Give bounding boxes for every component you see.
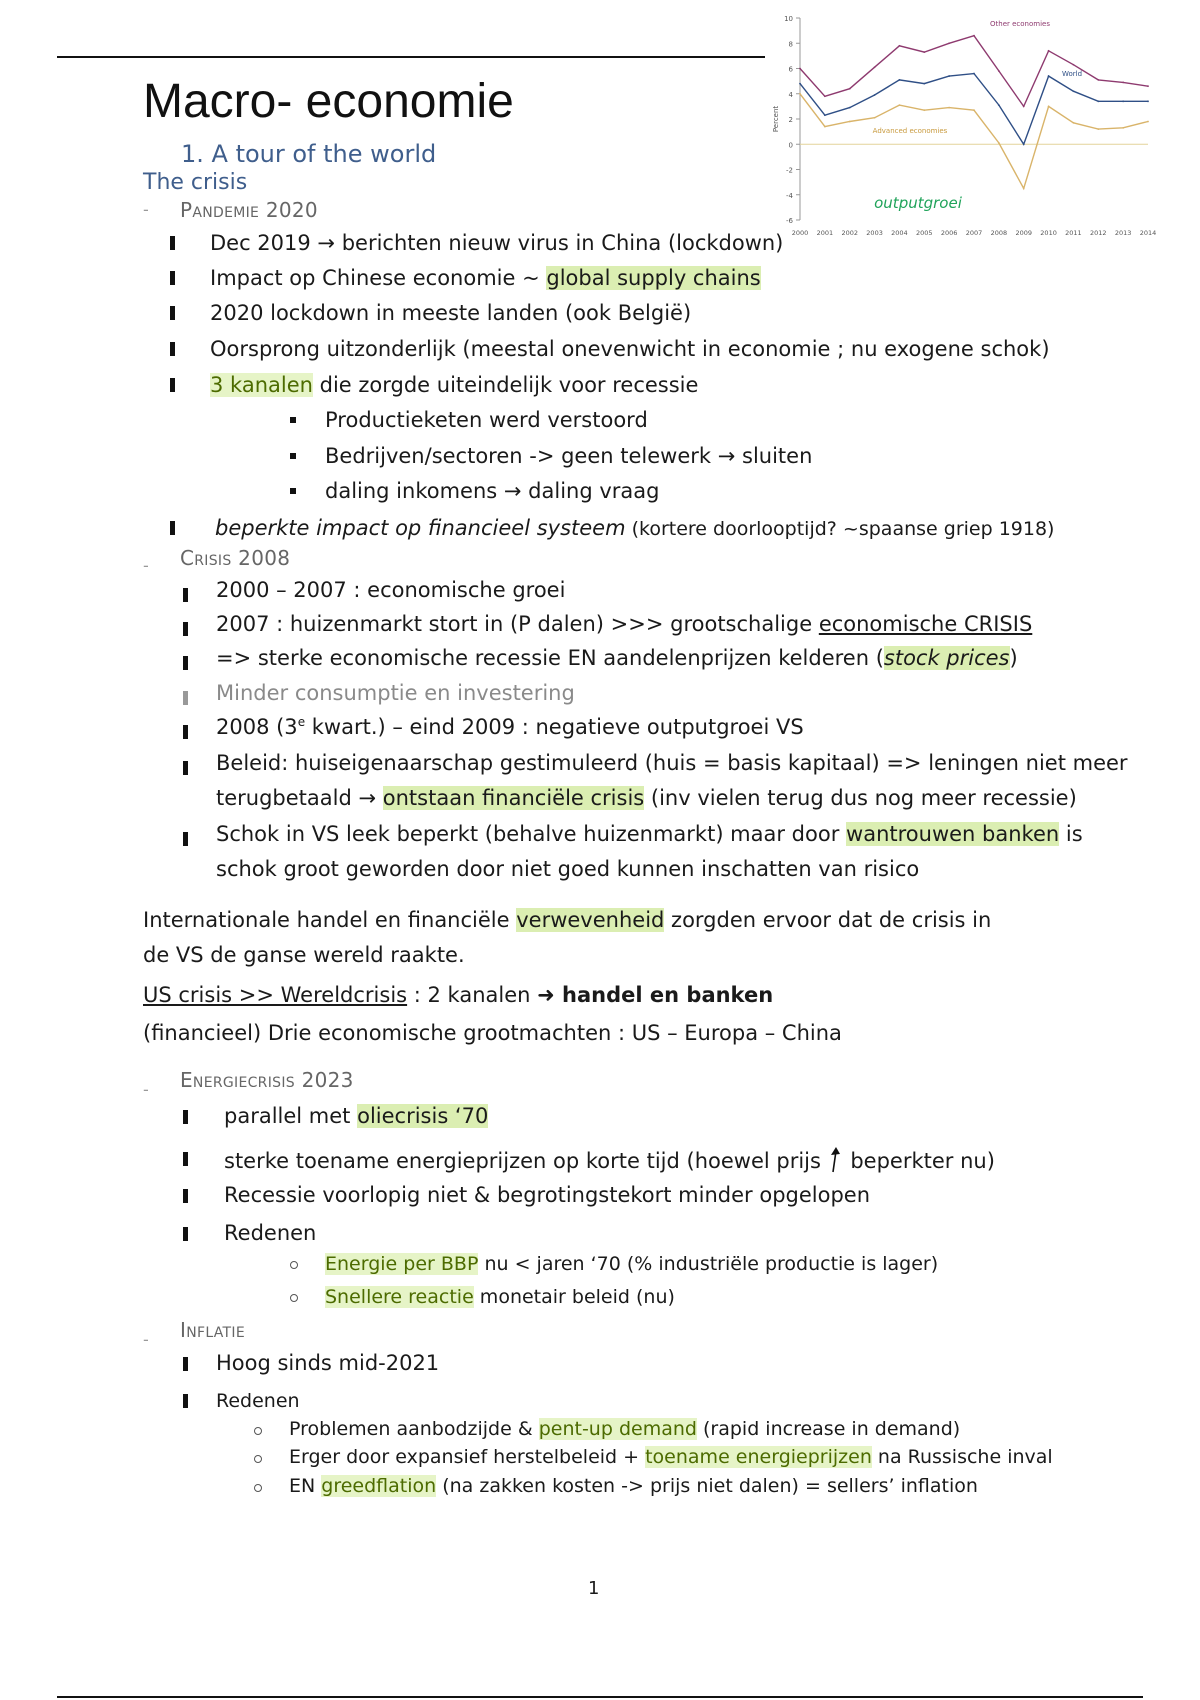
bullet xyxy=(183,761,188,775)
chart-annotation: outputgroei xyxy=(874,194,962,212)
bullet xyxy=(170,271,175,285)
data-point xyxy=(1023,188,1025,190)
data-point xyxy=(824,95,826,97)
bullet xyxy=(183,1189,188,1203)
series-line-2 xyxy=(800,94,1148,189)
data-point xyxy=(923,51,925,53)
x-tick-label: 2005 xyxy=(916,229,933,237)
sub-bullet xyxy=(290,417,296,423)
data-point xyxy=(1097,128,1099,130)
data-point xyxy=(948,107,950,109)
intl-paragraph-line3: US crisis >> Wereldcrisis : 2 kanalen ➜ handel en banken xyxy=(143,983,774,1007)
pandemie-item-1: Dec 2019 → berichten nieuw virus in China (lockdown) xyxy=(210,231,784,255)
pandemie-item-3: 2020 lockdown in meeste landen (ook België) xyxy=(210,301,692,325)
bullet xyxy=(183,1110,188,1124)
x-tick-label: 2004 xyxy=(891,229,908,237)
x-tick-label: 2010 xyxy=(1040,229,1057,237)
pandemie-sub-2: Bedrijven/sectoren -> geen telewerk → sluiten xyxy=(325,444,813,468)
pandemie-item-4: Oorsprong uitzonderlijk (meestal onevenwicht in economie ; nu exogene schok) xyxy=(210,337,1050,361)
x-tick-label: 2012 xyxy=(1090,229,1107,237)
bullet xyxy=(170,521,175,535)
pandemie-heading: Pandemie 2020 xyxy=(180,198,318,222)
header-rule xyxy=(57,56,765,58)
data-point xyxy=(899,104,901,106)
bullet xyxy=(170,306,175,320)
footer-rule xyxy=(57,1696,1143,1698)
data-point xyxy=(923,83,925,85)
y-tick-label: 10 xyxy=(784,15,793,23)
x-tick-label: 2009 xyxy=(1015,229,1032,237)
y-tick-label: -6 xyxy=(786,217,793,225)
data-point xyxy=(824,126,826,128)
list-dash: - xyxy=(143,1330,149,1349)
data-point xyxy=(998,104,1000,106)
bullet xyxy=(183,588,188,602)
pandemie-sub-3: daling inkomens → daling vraag xyxy=(325,479,660,503)
data-point xyxy=(799,93,801,95)
y-tick-label: 2 xyxy=(788,116,793,124)
crisis-item-1: 2000 – 2007 : economische groei xyxy=(216,578,566,602)
bullet xyxy=(183,1394,188,1408)
crisis-item-6-line1: Beleid: huiseigenaarschap gestimuleerd (huis = basis kapitaal) => leningen niet meer xyxy=(216,751,1128,775)
data-point xyxy=(973,73,975,75)
data-point xyxy=(849,121,851,123)
crisis-item-5: 2008 (3e kwart.) – eind 2009 : negatieve outputgroei VS xyxy=(216,715,804,739)
chapter-heading: 1. A tour of the world xyxy=(181,140,437,168)
pandemie-sub-1: Productieketen werd verstoord xyxy=(325,408,648,432)
bullet xyxy=(183,832,188,846)
circle-bullet xyxy=(254,1455,262,1463)
data-point xyxy=(849,107,851,109)
energie-item-4: Redenen xyxy=(224,1221,317,1245)
inflatie-sub-2: Erger door expansief herstelbeleid + toename energieprijzen na Russische inval xyxy=(289,1446,1053,1468)
data-point xyxy=(1097,100,1099,102)
x-tick-label: 2002 xyxy=(841,229,858,237)
y-axis-label: Percent xyxy=(772,105,780,133)
data-point xyxy=(1048,105,1050,107)
bullet xyxy=(170,342,175,356)
data-point xyxy=(1023,105,1025,107)
y-tick-label: 8 xyxy=(788,40,793,49)
data-point xyxy=(1147,121,1149,123)
up-arrow-icon xyxy=(828,1146,844,1174)
inflatie-sub-3: EN greedflation (na zakken kosten -> prijs niet dalen) = sellers’ inflation xyxy=(289,1475,978,1497)
x-tick-label: 2003 xyxy=(866,229,883,237)
y-tick-label: -4 xyxy=(786,191,793,200)
energie-sub-2: Snellere reactie monetair beleid (nu) xyxy=(325,1286,675,1308)
data-point xyxy=(1048,75,1050,77)
data-point xyxy=(998,142,1000,144)
circle-bullet xyxy=(290,1261,298,1269)
data-point xyxy=(948,42,950,44)
x-tick-label: 2001 xyxy=(816,229,834,237)
bullet xyxy=(183,691,188,705)
data-point xyxy=(874,66,876,68)
data-point xyxy=(874,94,876,96)
bullet xyxy=(183,1152,188,1166)
y-tick-label: -2 xyxy=(786,166,793,175)
list-dash: - xyxy=(143,556,149,575)
inflatie-heading: Inflatie xyxy=(180,1318,245,1342)
crisis-item-6-line2: terugbetaald → ontstaan financiële crisis (inv vielen terug dus nog meer recessie) xyxy=(216,786,1077,810)
inflatie-item-1: Hoog sinds mid-2021 xyxy=(216,1351,440,1375)
series-line-0 xyxy=(800,36,1148,107)
crisis-item-3: => sterke economische recessie EN aandelenprijzen kelderen (stock prices) xyxy=(216,646,1018,670)
page-title: Macro- economie xyxy=(143,75,514,128)
y-tick-label: 4 xyxy=(788,90,793,99)
crisis-item-7-line2: schok groot geworden door niet goed kunnen inschatten van risico xyxy=(216,857,920,881)
data-point xyxy=(1048,50,1050,52)
y-tick-label: 6 xyxy=(788,65,793,74)
pandemie-item-5: 3 kanalen die zorgde uiteindelijk voor recessie xyxy=(210,373,699,397)
circle-bullet xyxy=(290,1294,298,1302)
data-point xyxy=(973,109,975,111)
data-point xyxy=(1122,127,1124,129)
y-tick-label: 0 xyxy=(788,141,793,150)
data-point xyxy=(1073,90,1075,92)
series-label-advanced-economies: Advanced economies xyxy=(872,127,948,135)
x-tick-label: 2011 xyxy=(1065,229,1082,237)
x-tick-label: 2007 xyxy=(965,229,983,237)
data-point xyxy=(899,79,901,81)
crisis-item-4: Minder consumptie en investering xyxy=(216,681,575,705)
series-line-1 xyxy=(800,74,1148,145)
energie-item-2: sterke toename energieprijzen op korte tijd (hoewel prijs beperkter nu) xyxy=(224,1146,995,1174)
data-point xyxy=(973,35,975,37)
sub-bullet xyxy=(290,453,296,459)
circle-bullet xyxy=(254,1427,262,1435)
crisis-item-2: 2007 : huizenmarkt stort in (P dalen) >>> grootschalige economische CRISIS xyxy=(216,612,1033,636)
bullet xyxy=(183,725,188,739)
list-dash: - xyxy=(143,200,149,219)
data-point xyxy=(849,88,851,90)
inflatie-sub-1: Problemen aanbodzijde & pent-up demand (rapid increase in demand) xyxy=(289,1418,961,1440)
bullet xyxy=(170,378,175,392)
energie-item-3: Recessie voorlopig niet & begrotingstekort minder opgelopen xyxy=(224,1183,871,1207)
pandemie-item-6: beperkte impact op financieel systeem (kortere doorlooptijd? ~spaanse griep 1918) xyxy=(215,516,1055,540)
data-point xyxy=(1147,100,1149,102)
data-point xyxy=(799,68,801,70)
output-growth-chart xyxy=(770,10,1160,242)
x-tick-label: 2008 xyxy=(990,229,1008,237)
x-tick-label: 2006 xyxy=(940,229,958,237)
data-point xyxy=(899,45,901,47)
bullet xyxy=(170,236,175,250)
data-point xyxy=(1073,122,1075,124)
x-tick-label: 2014 xyxy=(1139,229,1157,237)
page-number: 1 xyxy=(588,1578,600,1599)
intl-paragraph-line2: de VS de ganse wereld raakte. xyxy=(143,943,465,967)
list-dash: - xyxy=(143,1080,149,1099)
data-point xyxy=(874,117,876,119)
bullet xyxy=(183,656,188,670)
series-label-other-economies: Other economies xyxy=(990,20,1050,28)
data-point xyxy=(948,75,950,77)
bullet xyxy=(183,1357,188,1371)
data-point xyxy=(1122,81,1124,83)
pandemie-item-2: Impact op Chinese economie ~ global supply chains xyxy=(210,266,761,290)
series-label-world: World xyxy=(1061,70,1083,78)
section-heading: The crisis xyxy=(143,170,248,195)
crisis-item-7-line1: Schok in VS leek beperkt (behalve huizenmarkt) maar door wantrouwen banken is xyxy=(216,822,1083,846)
data-point xyxy=(1147,85,1149,87)
energie-sub-1: Energie per BBP nu < jaren ‘70 (% industriële productie is lager) xyxy=(325,1253,939,1275)
x-tick-label: 2000 xyxy=(791,229,809,237)
circle-bullet xyxy=(254,1484,262,1492)
intl-paragraph-line4: (financieel) Drie economische grootmachten : US – Europa – China xyxy=(143,1021,842,1045)
intl-paragraph-line1: Internationale handel en financiële verwevenheid zorgden ervoor dat de crisis in xyxy=(143,908,992,932)
data-point xyxy=(1023,143,1025,145)
energie-item-1: parallel met oliecrisis ‘70 xyxy=(224,1104,489,1128)
crisis2008-heading: Crisis 2008 xyxy=(180,546,291,570)
energie-heading: Energiecrisis 2023 xyxy=(180,1068,354,1092)
data-point xyxy=(1122,100,1124,102)
inflatie-item-2: Redenen xyxy=(216,1390,300,1412)
data-point xyxy=(998,70,1000,72)
data-point xyxy=(824,114,826,116)
data-point xyxy=(1073,64,1075,66)
x-tick-label: 2013 xyxy=(1114,229,1132,237)
bullet xyxy=(183,622,188,636)
data-point xyxy=(923,109,925,111)
data-point xyxy=(799,83,801,85)
data-point xyxy=(1097,79,1099,81)
bullet xyxy=(183,1227,188,1241)
sub-bullet xyxy=(290,488,296,494)
